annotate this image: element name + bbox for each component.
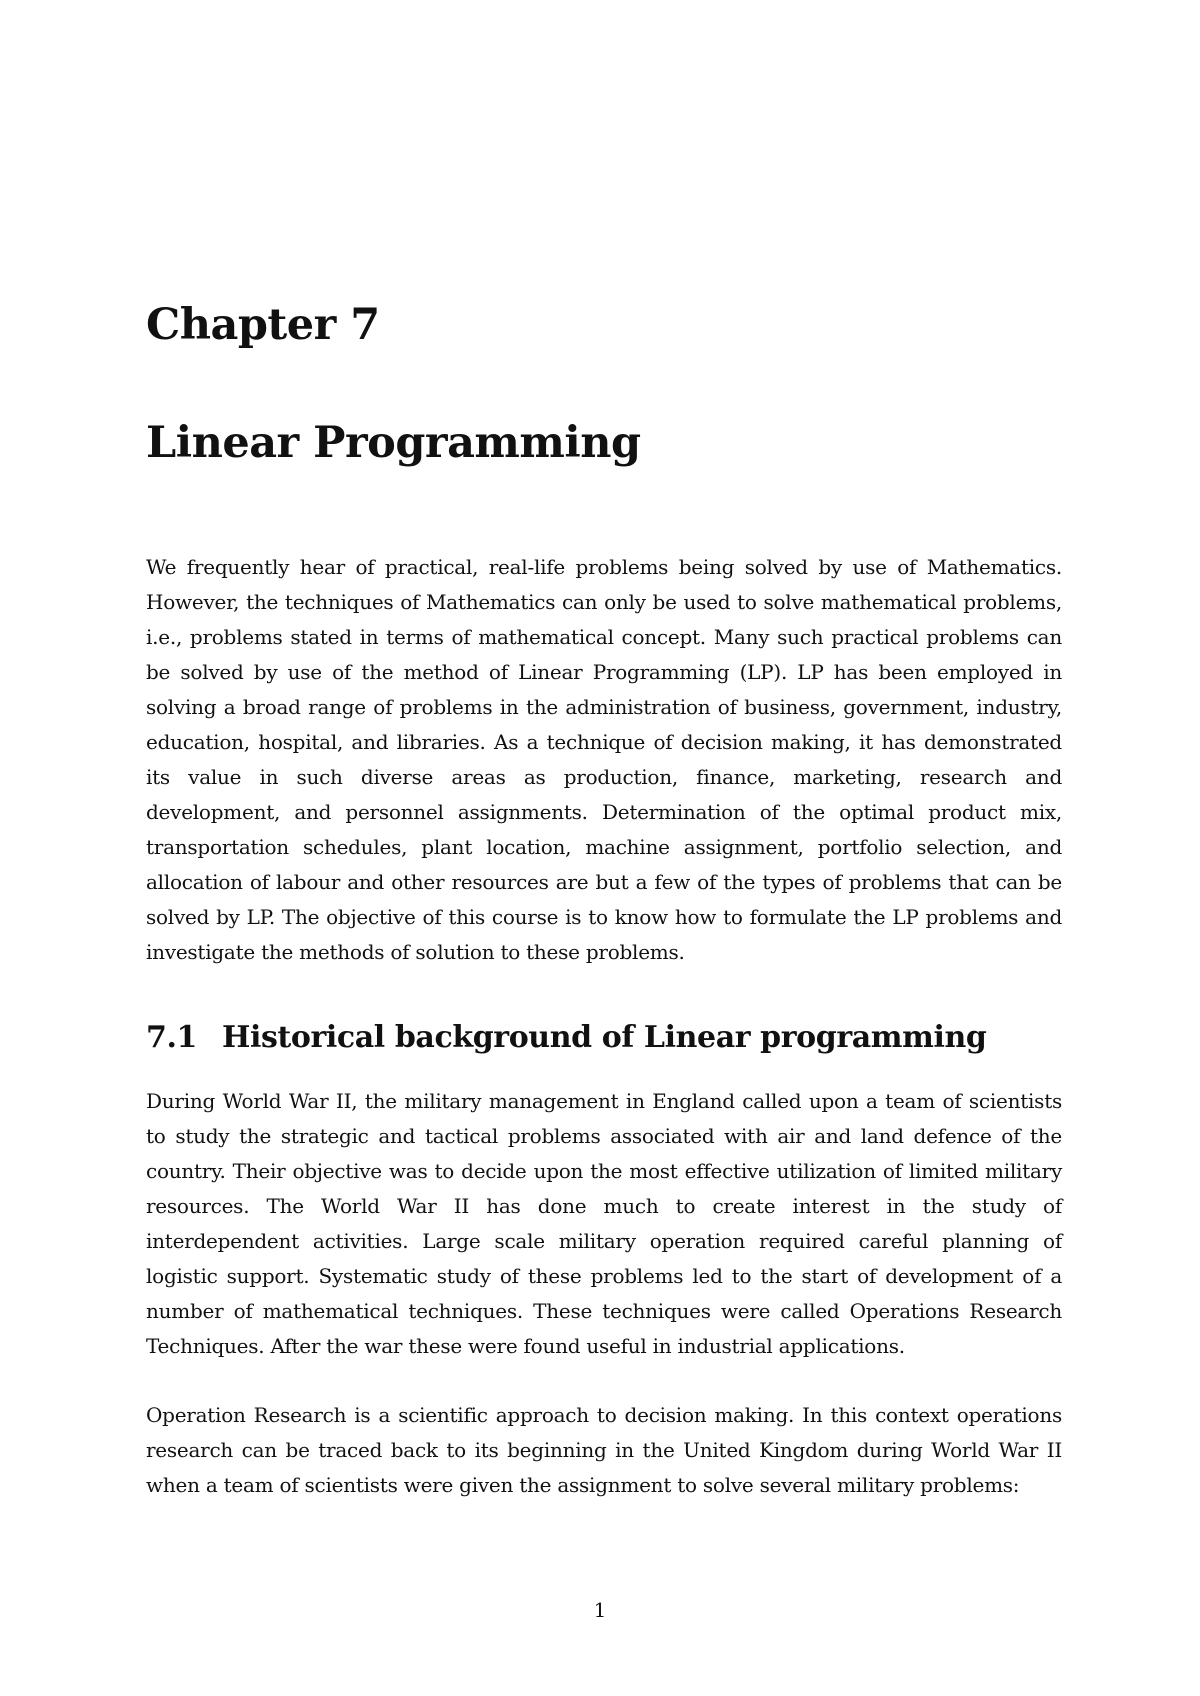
section-heading	[146, 1018, 1062, 1058]
section-paragraph: Operation Research is a scientific approach to decision making. In this context operations research can be traced back to its beginning in the United Kingdom during World War II when a team of scientists were given the assignment to solve several military problems:	[146, 1403, 1062, 1497]
intro-paragraph: We frequently hear of practical, real-life problems being solved by use of Mathematics. However, the techniques of Mathematics can only be used to solve mathematical problems, i.e., problems stated in terms of mathematical concept. Many such practical problems can be solved by use of the method of Linear Programming (LP). LP has been employed in solving a broad range of problems in the administration of business, government, industry, education, hospital, and libraries. As a technique of decision making, it has demonstrated its value in such diverse areas as production, finance, marketing, research and development, and personnel assignments. Determination of the optimal product mix, transportation schedules, plant location, machine assignment, portfolio selection, and allocation of labour and other resources are but a few of the types of problems that can be solved by LP. The objective of this course is to know how to formulate the LP problems and investigate the methods of solution to these problems.	[146, 555, 1062, 964]
page-content	[146, 300, 1062, 1503]
chapter-title: Linear Programming	[146, 418, 641, 468]
page-number: 1	[593, 1598, 607, 1622]
chapter-label: Chapter 7	[146, 300, 380, 350]
section-title: Historical background of Linear programming	[222, 1020, 987, 1055]
section-number: 7.1	[146, 1020, 197, 1055]
section-paragraph: During World War II, the military management in England called upon a team of scientists to study the strategic and tactical problems associated with air and land defence of the country. Their objective was to decide upon the most effective utilization of limited military resources. The World War II has done much to create interest in the study of interdependent activities. Large scale military operation required careful planning of logistic support. Systematic study of these problems led to the start of development of a number of mathematical techniques. These techniques were called Operations Research Techniques. After the war these were found useful in industrial applications.	[146, 1089, 1062, 1358]
